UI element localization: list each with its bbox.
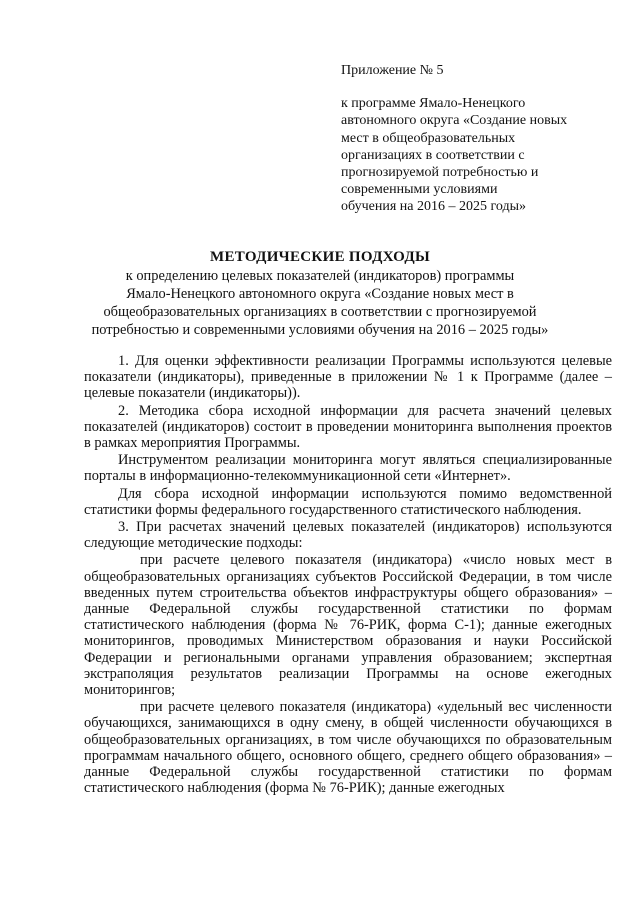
appendix-line: современными условиями: [341, 182, 498, 198]
document-title: [60, 248, 580, 339]
appendix-line: к программе Ямало-Ненецкого: [341, 96, 526, 112]
appendix-line: автономного округа «Создание новых: [341, 113, 568, 129]
appendix-number: Приложение № 5: [341, 63, 444, 78]
title-heading: МЕТОДИЧЕСКИЕ ПОДХОДЫ: [210, 249, 430, 265]
paragraph-5: 3. При расчетах значений целевых показателей (индикаторов) используются следующие методические подходы:: [84, 519, 612, 552]
title-line: к определению целевых показателей (индикаторов) программы: [125, 268, 515, 284]
title-line: общеобразовательных организациях в соответствии с прогнозируемой: [103, 304, 537, 320]
appendix-header: [341, 62, 606, 216]
appendix-line: организациях в соответствии с: [341, 147, 525, 163]
title-line: потребностью и современными условиями обучения на 2016 – 2025 годы»: [91, 322, 549, 338]
paragraph-1: 1. Для оценки эффективности реализации Программы используются целевые показатели (индикаторы), приведенные в приложении № 1 к Программе (далее – целевые показатели (индикаторы)).: [84, 353, 612, 402]
paragraph-7: при расчете целевого показателя (индикатора) «удельный вес численности обучающихся, занимающихся в одну смену, в общей численности обучающихся в общеобразовательных организациях, в том числе обучающихся по образовательным программам начального общего, основного общего, среднего общего образования» – данные Федеральной службы государственной статистики по формам статистического наблюдения (форма № 76-РИК); данные ежегодных: [84, 699, 612, 797]
appendix-line: мест в общеобразовательных: [341, 130, 516, 146]
paragraph-6: при расчете целевого показателя (индикатора) «число новых мест в общеобразовательных организациях субъектов Российской Федерации, в том числе введенных путем строительства объектов инфраструктуры общего образования» – данные Федеральной службы государственной статистики по формам статистического наблюдения (форма № 76-РИК, форма С-1); данные ежегодных мониторингов, проводимых Министерством образования и науки Российской Федерации и региональными органами управления образованием; экспертная экстраполяция результатов реализации Программы на основе ежегодных мониторингов;: [84, 552, 612, 699]
document-body: [84, 353, 612, 797]
appendix-line: обучения на 2016 – 2025 годы»: [341, 199, 526, 215]
title-line: Ямало-Ненецкого автономного округа «Создание новых мест в: [126, 286, 514, 302]
paragraph-3: Инструментом реализации мониторинга могут являться специализированные порталы в информационно-телекоммуникационной сети «Интернет».: [84, 452, 612, 485]
paragraph-2: 2. Методика сбора исходной информации для расчета значений целевых показателей (индикаторов) состоит в проведении мониторинга выполнения проектов в рамках мероприятия Программы.: [84, 402, 612, 452]
paragraph-4: Для сбора исходной информации используются помимо ведомственной статистики формы федерального государственного статистического наблюдения.: [84, 485, 612, 518]
appendix-line: прогнозируемой потребностью и: [341, 165, 539, 181]
